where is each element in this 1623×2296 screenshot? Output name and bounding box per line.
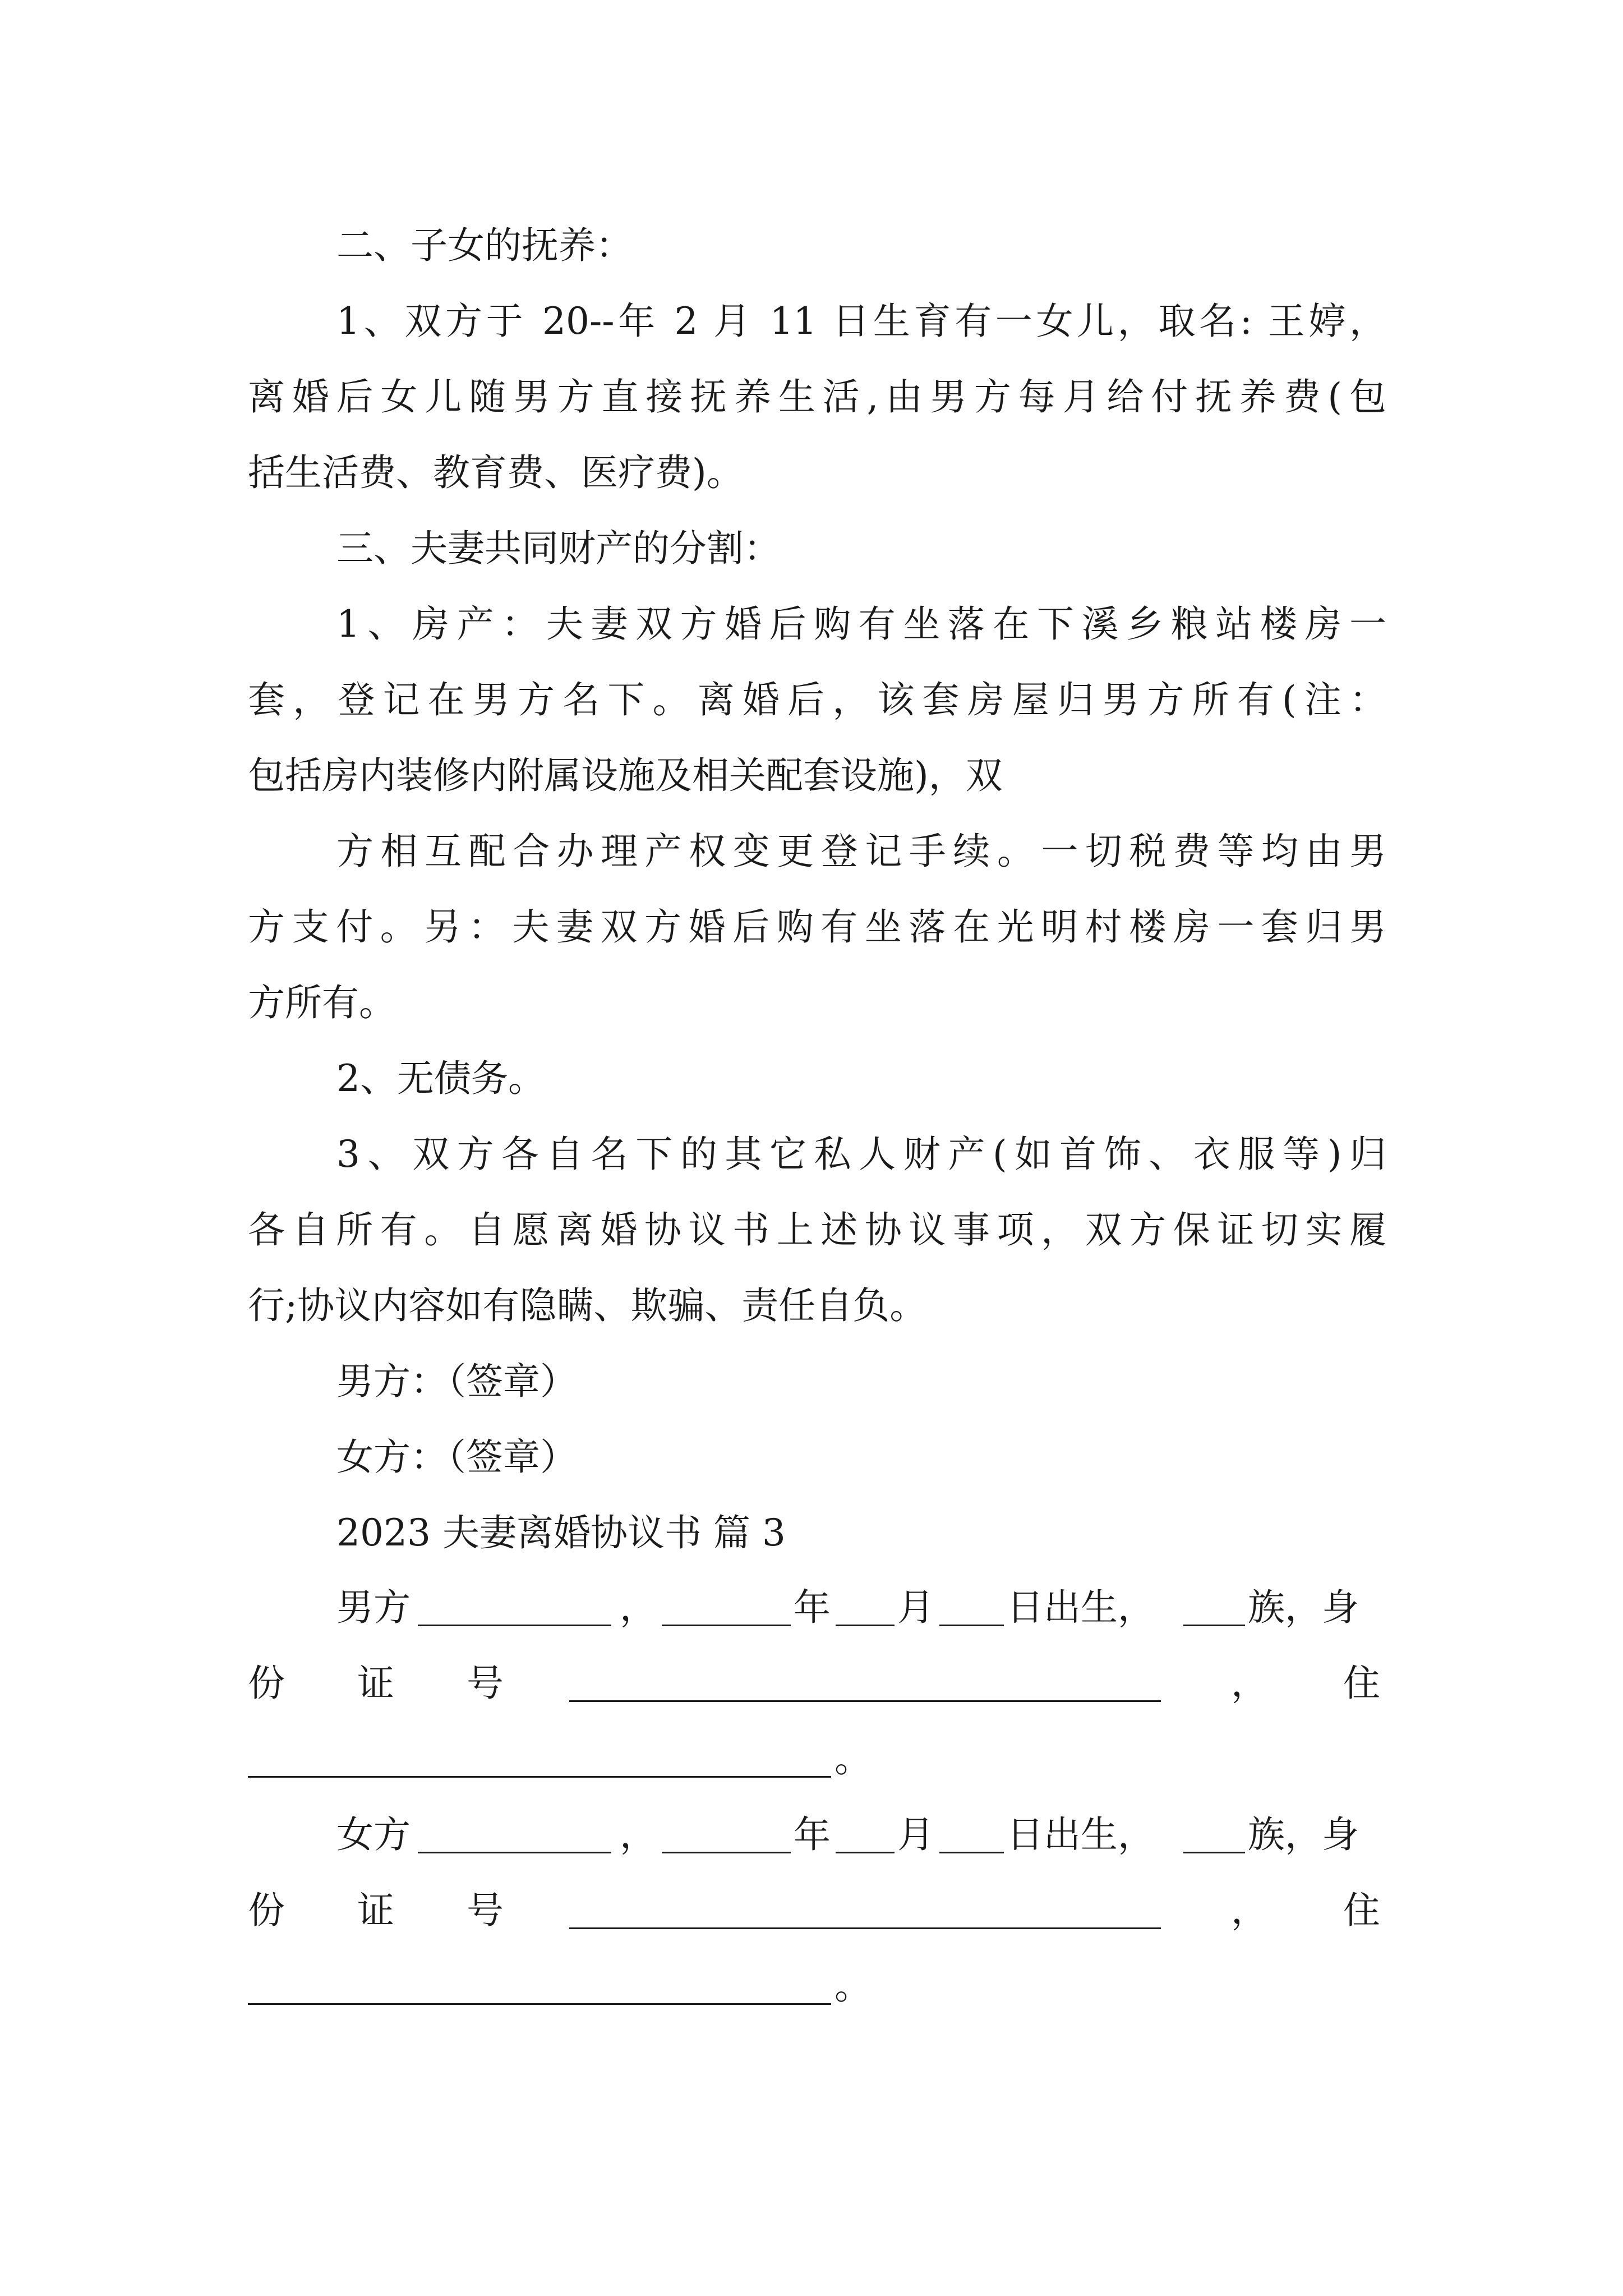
label-female: 女方	[336, 1813, 411, 1856]
paragraph-line: 行;协议内容如有隐瞒、欺骗、责任自负。	[248, 1284, 927, 1327]
id-char: 证	[357, 1889, 394, 1932]
paragraph-line: 方相互配合办理产权变更登记手续。一切税费等均由男	[336, 830, 1386, 873]
period: 。	[834, 1737, 872, 1780]
id-number-blank[interactable]	[569, 1700, 1161, 1702]
form-row-male-id	[0, 1661, 1623, 1706]
month-blank[interactable]	[836, 1625, 895, 1626]
id-char: 号	[467, 1662, 504, 1705]
comma: ，	[620, 1813, 657, 1856]
form-row-male	[0, 1585, 1623, 1630]
month-label: 月	[897, 1586, 934, 1629]
form-row-female-address	[0, 1964, 1623, 2009]
name-blank[interactable]	[418, 1625, 611, 1626]
day-blank[interactable]	[939, 1625, 1004, 1626]
id-number-blank[interactable]	[569, 1927, 1161, 1929]
paragraph-line: 方所有。	[248, 981, 396, 1024]
form-row-male-address	[0, 1737, 1623, 1782]
address-blank[interactable]	[248, 2003, 831, 2005]
ethnic-blank[interactable]	[1183, 1625, 1245, 1626]
paragraph-line: 离婚后女儿随男方直接抚养生活,由男方每月给付抚养费(包	[248, 375, 1386, 418]
year-label: 年	[794, 1813, 831, 1856]
section-heading: 三、夫妻共同财产的分割：	[336, 527, 781, 570]
ethnic-label: 族，身	[1248, 1813, 1359, 1856]
id-char: 证	[357, 1662, 394, 1705]
signature-female: 女方：（签章）	[336, 1435, 577, 1479]
year-label: 年	[794, 1586, 831, 1629]
year-blank[interactable]	[662, 1852, 791, 1853]
id-char: 号	[467, 1889, 504, 1932]
paragraph-line: 1、双方于 20--年 2 月 11 日生育有一女儿，取名: 王婷，	[336, 300, 1386, 343]
day-blank[interactable]	[939, 1852, 1004, 1853]
period: 。	[834, 1964, 872, 2008]
form-row-female	[0, 1812, 1623, 1857]
year-blank[interactable]	[662, 1625, 791, 1626]
id-char: 份	[248, 1662, 285, 1705]
paragraph-line: 3、双方各自名下的其它私人财产(如首饰、衣服等)归	[336, 1133, 1386, 1176]
paragraph-line: 各自所有。自愿离婚协议书上述协议事项，双方保证切实履	[248, 1208, 1386, 1251]
ethnic-blank[interactable]	[1183, 1852, 1245, 1853]
comma: ，	[1231, 1889, 1268, 1932]
paragraph-line: 方支付。另：夫妻双方婚后购有坐落在光明村楼房一套归男	[248, 905, 1386, 949]
birth-label: 日出生，	[1007, 1586, 1155, 1629]
comma: ，	[620, 1586, 657, 1629]
month-label: 月	[897, 1813, 934, 1856]
id-char: 份	[248, 1889, 285, 1932]
paragraph-line: 2、无债务。	[336, 1057, 545, 1100]
birth-label: 日出生，	[1007, 1813, 1155, 1856]
paragraph-line: 括生活费、教育费、医疗费)。	[248, 451, 744, 494]
paragraph-line: 1、房产：夫妻双方婚后购有坐落在下溪乡粮站楼房一	[336, 602, 1386, 646]
name-blank[interactable]	[418, 1852, 611, 1853]
form-row-female-id	[0, 1888, 1623, 1933]
document-title: 2023 夫妻离婚协议书 篇 3	[336, 1511, 786, 1554]
comma: ，	[1231, 1662, 1268, 1705]
paragraph-line: 包括房内装修内附属设施及相关配套设施)，双	[248, 754, 1003, 797]
section-heading: 二、子女的抚养：	[336, 224, 633, 267]
address-label: 住	[1343, 1889, 1380, 1932]
month-blank[interactable]	[836, 1852, 895, 1853]
signature-male: 男方：（签章）	[336, 1360, 577, 1403]
address-blank[interactable]	[248, 1776, 831, 1778]
paragraph-line: 套，登记在男方名下。离婚后，该套房屋归男方所有(注：	[248, 678, 1386, 721]
address-label: 住	[1343, 1662, 1380, 1705]
ethnic-label: 族，身	[1248, 1586, 1359, 1629]
label-male: 男方	[336, 1586, 411, 1629]
